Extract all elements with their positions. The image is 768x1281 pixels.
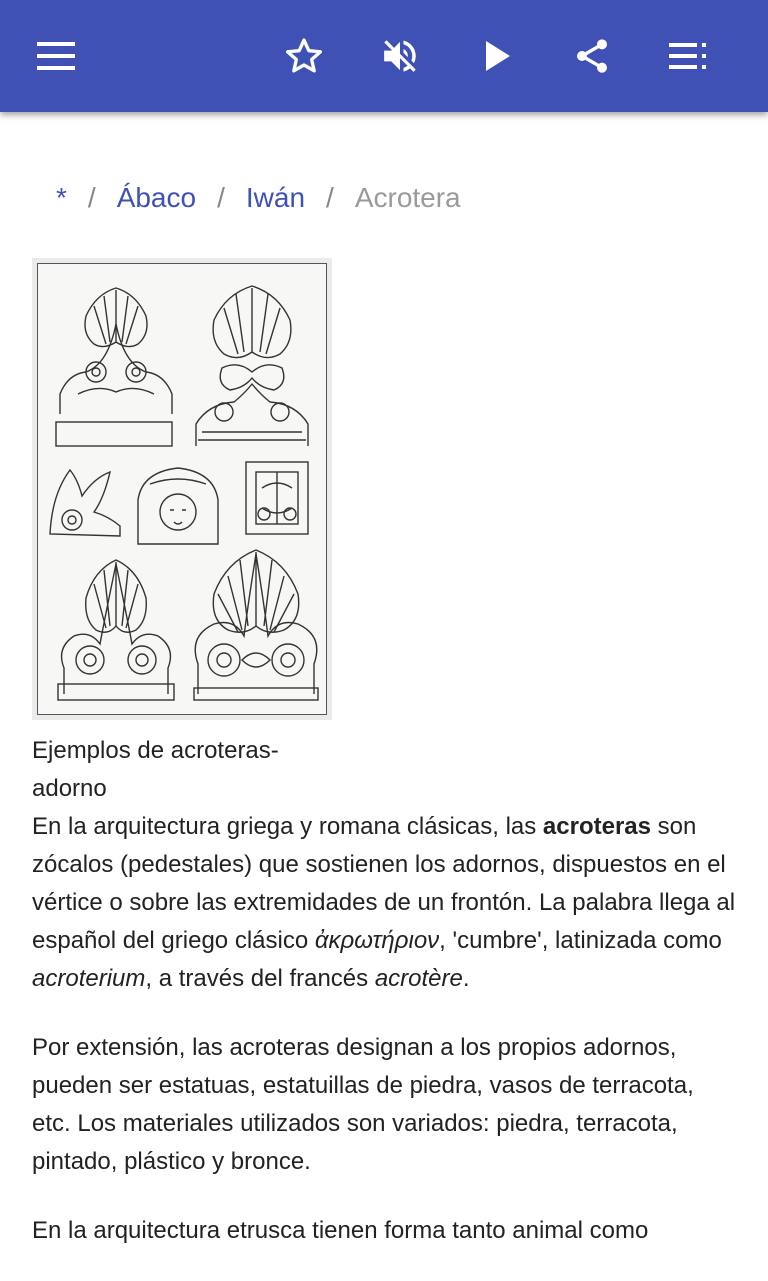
text-run: , a través del francés bbox=[145, 965, 375, 992]
paragraph-2: Por extensión, las acroteras designan a los propios adornos, pueden ser estatuas, estatuillas de piedra, vasos de terracota, etc. Los materiales utilizados son variados: piedra, terracota, pintado, plástico y bronce. bbox=[32, 1034, 694, 1175]
paragraph-3: En la arquitectura etrusca tienen forma tanto animal como bbox=[32, 1217, 649, 1244]
breadcrumb bbox=[56, 176, 461, 220]
share-button[interactable] bbox=[564, 28, 620, 84]
share-icon bbox=[572, 36, 612, 76]
breadcrumb-link-iwan[interactable]: Iwán bbox=[245, 182, 306, 213]
table-of-contents-button[interactable] bbox=[660, 28, 716, 84]
breadcrumb-separator: / bbox=[217, 182, 225, 213]
menu-button[interactable] bbox=[28, 28, 84, 84]
breadcrumb-separator: / bbox=[87, 182, 96, 213]
breadcrumb-link-abaco[interactable]: Ábaco bbox=[116, 182, 197, 213]
play-icon bbox=[484, 40, 512, 72]
list-icon bbox=[669, 43, 707, 69]
greek-term: ἀκρωτήριον bbox=[314, 927, 440, 954]
article-image[interactable] bbox=[32, 258, 332, 720]
term-acroteras: acroteras bbox=[542, 813, 651, 840]
text-run: En la arquitectura griega y romana clásicas, las bbox=[32, 813, 543, 840]
paragraph-1 bbox=[32, 808, 738, 998]
breadcrumb-root-link[interactable]: * bbox=[56, 182, 67, 213]
breadcrumb-current: Acrotera bbox=[354, 182, 461, 213]
play-button[interactable] bbox=[470, 28, 526, 84]
app-toolbar bbox=[0, 0, 768, 112]
text-run: . bbox=[462, 965, 470, 992]
menu-icon bbox=[37, 42, 75, 70]
mute-button[interactable] bbox=[372, 28, 428, 84]
acroteras-engraving bbox=[37, 263, 327, 715]
article-body bbox=[32, 808, 738, 1281]
french-term: acrotère bbox=[374, 965, 463, 992]
volume-off-icon bbox=[379, 35, 421, 77]
breadcrumb-separator: / bbox=[326, 182, 334, 213]
latin-term: acroterium bbox=[32, 965, 146, 992]
star-outline-icon bbox=[284, 36, 324, 76]
text-run: , 'cumbre', latinizada como bbox=[439, 927, 722, 954]
favorite-button[interactable] bbox=[276, 28, 332, 84]
text-run: son zócalos (pedestales) que sostienen los adornos, dispuestos en el vértice o sobre las extremidades de un frontón. La palabra llega al español del griego clásico bbox=[32, 813, 736, 954]
figure-caption: Ejemplos de acroteras-adorno bbox=[32, 737, 279, 802]
